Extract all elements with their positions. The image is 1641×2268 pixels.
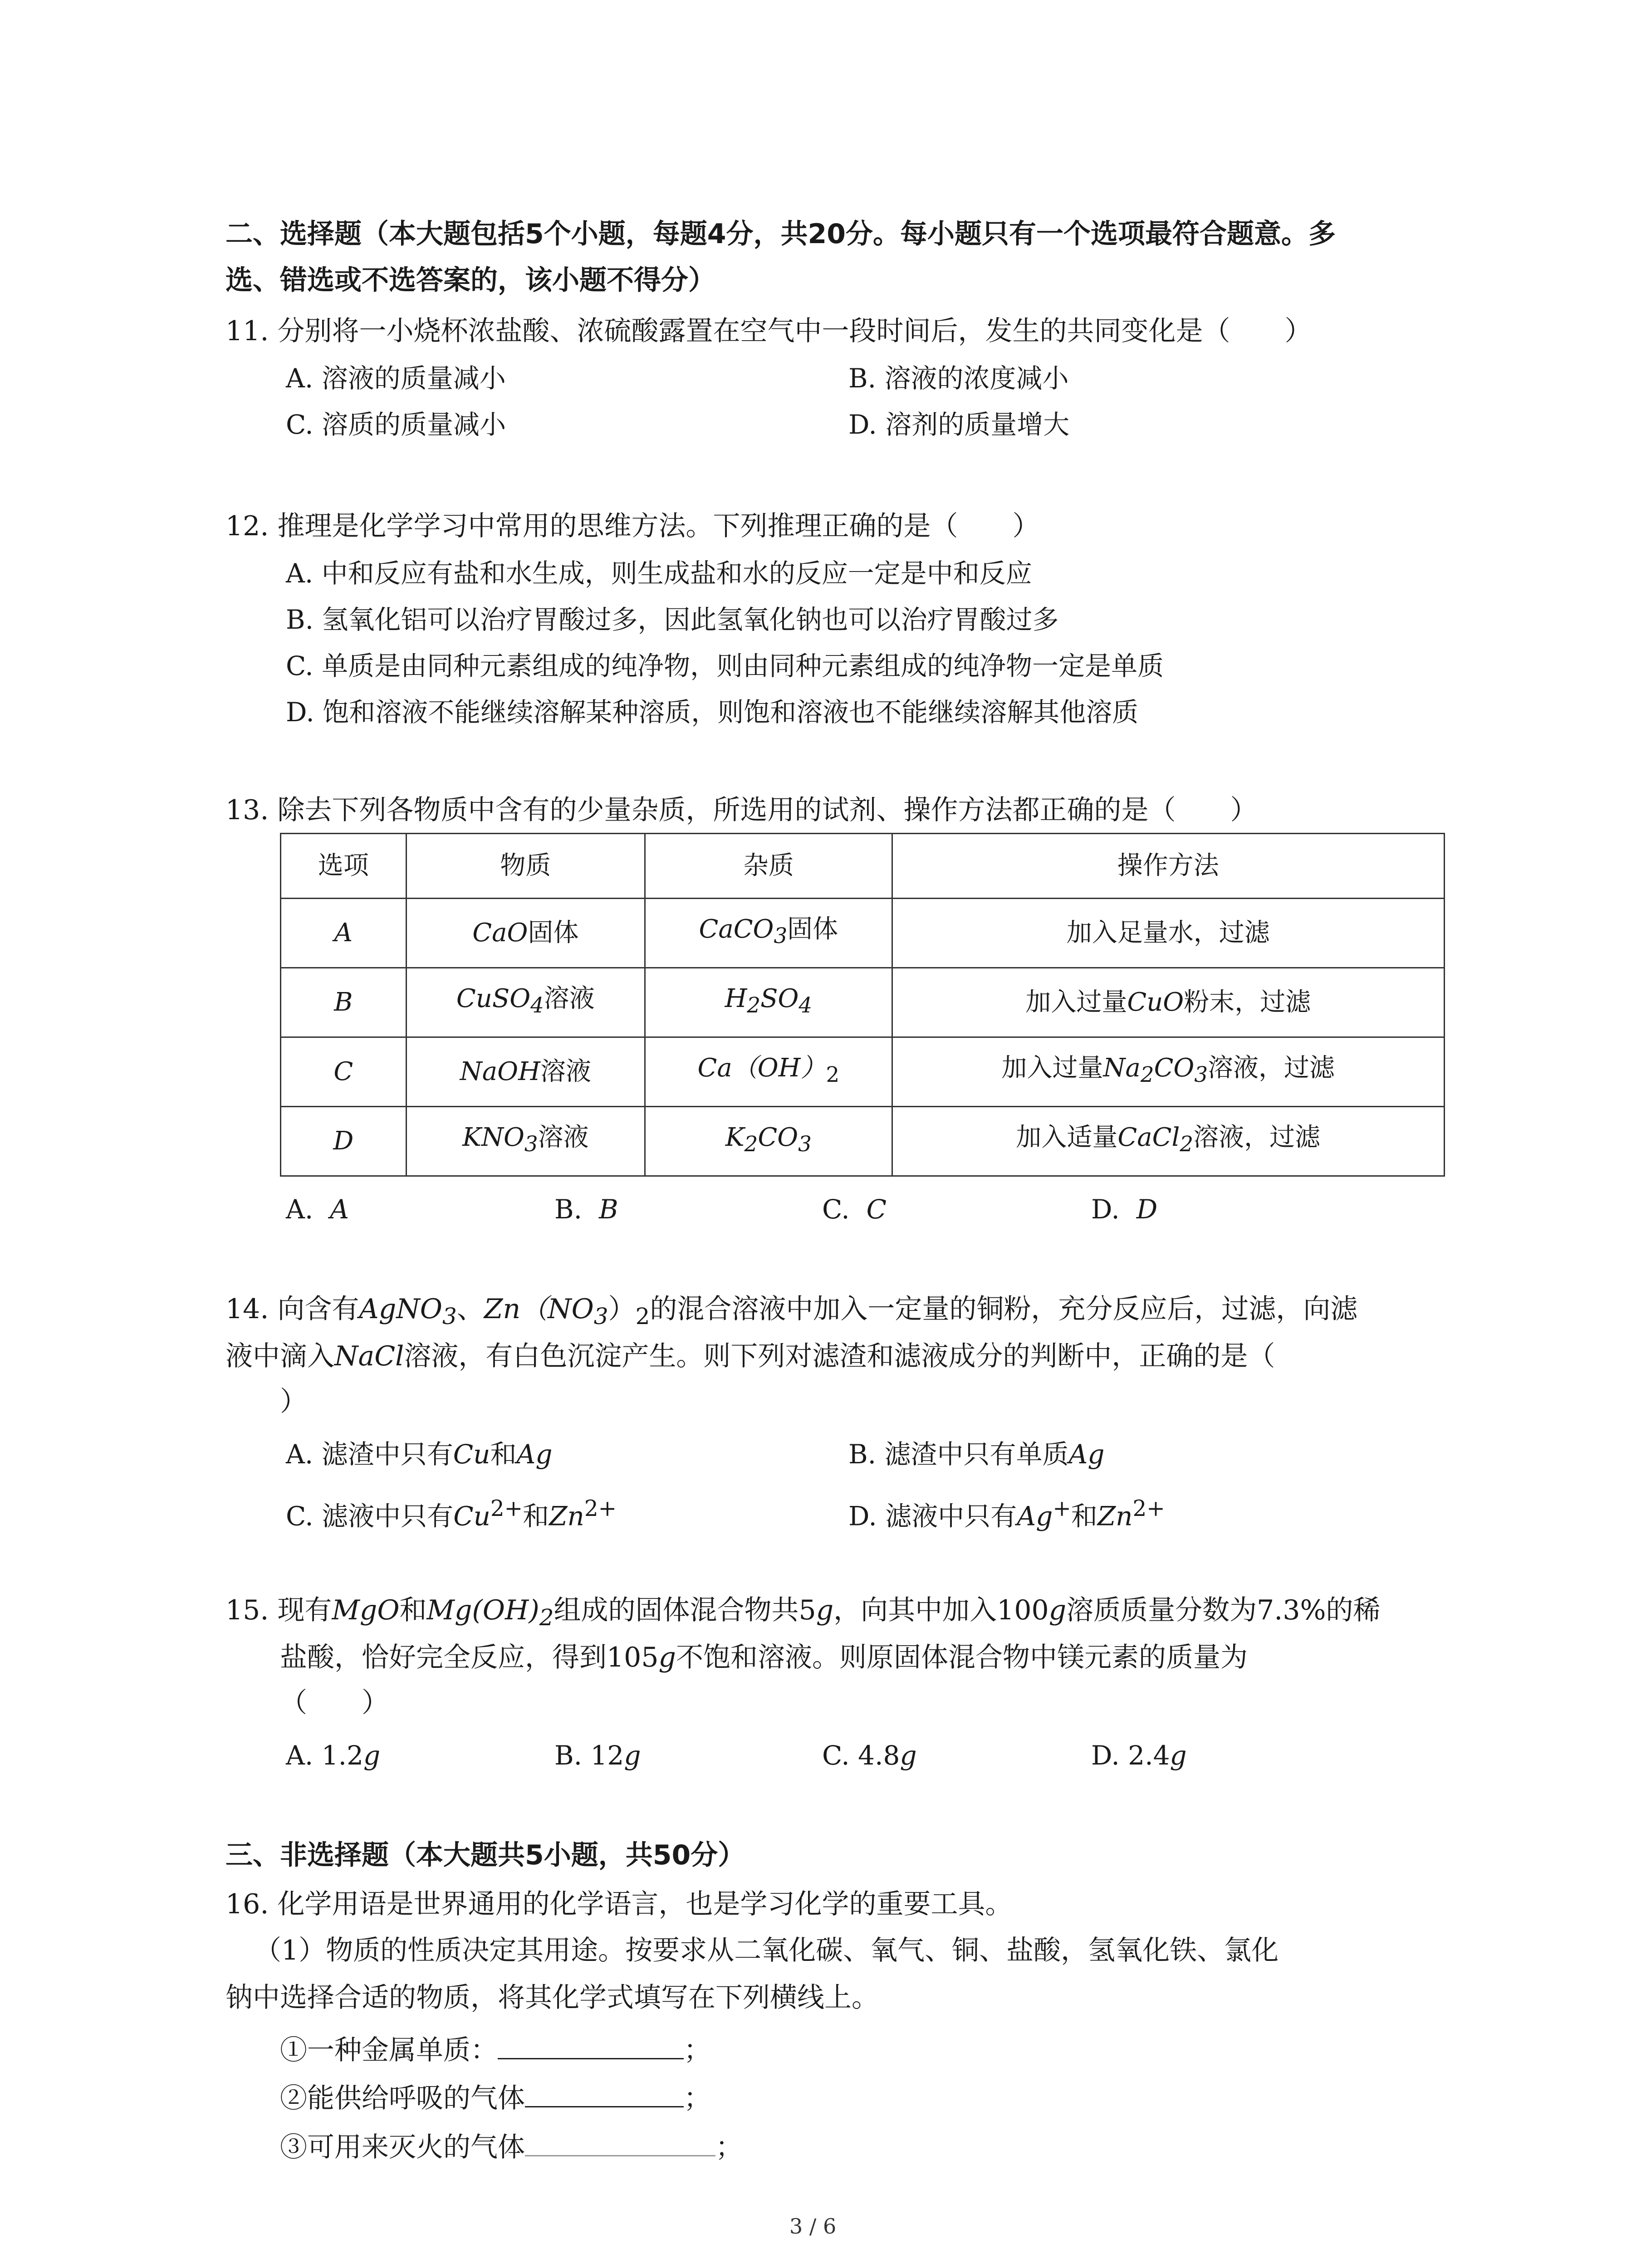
table-cell-method: 加入过量CuO粉末，过滤 xyxy=(892,968,1444,1037)
q14-option-c: C. 滤液中只有$Cu^{2+}$和$Zn^{2+}$ xyxy=(286,1496,617,1532)
table-header-cell: 操作方法 xyxy=(892,834,1444,899)
table-cell-option: D xyxy=(281,1107,407,1176)
table-cell-option: C xyxy=(281,1037,407,1107)
table-cell-option: B xyxy=(281,968,407,1037)
table-cell-option: A xyxy=(281,899,407,968)
table-cell-substance: CaO固体 xyxy=(406,899,645,968)
table-cell-method: 加入足量水，过滤 xyxy=(892,899,1444,968)
table-header-row xyxy=(281,834,1445,899)
table-cell-impurity: $H_2SO_4$ xyxy=(645,968,892,1037)
q13-option-b: B. B xyxy=(554,1194,618,1225)
table-cell-impurity: CaCO$_3$固体 xyxy=(645,899,892,968)
table-cell-substance: $KNO_3$溶液 xyxy=(406,1107,645,1176)
q15-option-c: C. 4.8g xyxy=(822,1740,917,1771)
q11-option-c: C. 溶质的质量减小 xyxy=(286,409,506,440)
q16-item1: ①一种金属单质： ； xyxy=(280,2028,711,2073)
table-cell-method: 加入过量$Na_2CO_3$溶液，过滤 xyxy=(892,1037,1444,1107)
q11-option-a: A. 溶液的质量减小 xyxy=(286,363,506,394)
q13-option-a: A. A xyxy=(286,1194,349,1225)
answer-blank[interactable] xyxy=(525,2128,715,2156)
page-number: 3 / 6 xyxy=(789,2214,837,2239)
q15-option-d: D. 2.4g xyxy=(1091,1740,1187,1771)
q13-table xyxy=(280,833,1445,1177)
table-header-cell: 杂质 xyxy=(645,834,892,899)
q16-part1-line2: 钠中选择合适的物质，将其化学式填写在下列横线上。 xyxy=(225,1982,879,2014)
answer-blank[interactable] xyxy=(525,2079,684,2107)
table-cell-substance: NaOH溶液 xyxy=(406,1037,645,1107)
q11-option-b: B. 溶液的浓度减小 xyxy=(848,363,1069,394)
table-cell-impurity: $Ca(OH)_2$ xyxy=(645,1037,892,1107)
section2-title-line1: 二、选择题（本大题包括5个小题，每题4分，共20分。每小题只有一个选项最符合题意。多 xyxy=(225,218,1336,250)
q14-line3: ） xyxy=(280,1386,307,1418)
answer-blank[interactable] xyxy=(498,2031,684,2059)
q12-option-a: A. 中和反应有盐和水生成，则生成盐和水的反应一定是中和反应 xyxy=(286,558,1032,589)
q14-line2: 液中滴入NaCl溶液，有白色沉淀产生。则下列对滤渣和滤液成分的判断中，正确的是（ xyxy=(225,1340,1275,1372)
q11-option-d: D. 溶剂的质量增大 xyxy=(848,409,1070,440)
table-row xyxy=(281,899,1445,968)
table-row xyxy=(281,1107,1445,1176)
q15-option-b: B. 12g xyxy=(554,1740,641,1771)
table-cell-substance: CuSO$_4$溶液 xyxy=(406,968,645,1037)
q15-line2: 盐酸，恰好完全反应，得到105g不饱和溶液。则原固体混合物中镁元素的质量为 xyxy=(280,1642,1248,1673)
q12-option-c: C. 单质是由同种元素组成的纯净物，则由同种元素组成的纯净物一定是单质 xyxy=(286,650,1164,681)
q15-line3: （ ） xyxy=(280,1687,389,1719)
table-header-cell: 选项 xyxy=(281,834,407,899)
table-cell-impurity: $K_2CO_3$ xyxy=(645,1107,892,1176)
table-row xyxy=(281,1037,1445,1107)
q14-option-b: B. 滤渣中只有单质Ag xyxy=(848,1439,1105,1470)
q16-stem: 16. 化学用语是世界通用的化学语言，也是学习化学的重要工具。 xyxy=(225,1888,1013,1920)
q13-option-d: D. D xyxy=(1091,1194,1158,1225)
section3-title: 三、非选择题（本大题共5小题，共50分） xyxy=(225,1839,745,1871)
q15-line1: 15. 现有MgO和$Mg(OH)_2$组成的固体混合物共5g，向其中加入100g溶质质量分数为7.3%的稀 xyxy=(225,1594,1381,1631)
q15-option-a: A. 1.2g xyxy=(286,1740,381,1771)
q13-option-c: C. C xyxy=(822,1194,887,1225)
q14-option-d: D. 滤液中只有Ag+和$Zn^{2+}$ xyxy=(848,1496,1165,1532)
q13-stem: 13. 除去下列各物质中含有的少量杂质，所选用的试剂、操作方法都正确的是（ ） xyxy=(225,794,1258,826)
table-header-cell: 物质 xyxy=(406,834,645,899)
q14-line1: 14. 向含有AgNO$_3$、$Zn(NO_3)_2$的混合溶液中加入一定量的铜粉，充分反应后，过滤，向滤 xyxy=(225,1293,1358,1330)
q11-stem: 11. 分别将一小烧杯浓盐酸、浓硫酸露置在空气中一段时间后，发生的共同变化是（ ） xyxy=(225,315,1312,347)
q12-stem: 12. 推理是化学学习中常用的思维方法。下列推理正确的是（ ） xyxy=(225,510,1040,542)
q16-part1-line1: （1）物质的性质决定其用途。按要求从二氧化碳、氧气、铜、盐酸，氢氧化铁、氯化 xyxy=(254,1935,1279,1966)
q16-item3: ③可用来灭火的气体 ； xyxy=(280,2125,743,2170)
table-cell-method: 加入适量CaCl$_2$溶液，过滤 xyxy=(892,1107,1444,1176)
q14-option-a: A. 滤渣中只有Cu和Ag xyxy=(286,1439,553,1470)
q16-item2: ②能供给呼吸的气体 ； xyxy=(280,2076,711,2121)
table-row xyxy=(281,968,1445,1037)
q12-option-b: B. 氢氧化铝可以治疗胃酸过多，因此氢氧化钠也可以治疗胃酸过多 xyxy=(286,604,1059,635)
q12-option-d: D. 饱和溶液不能继续溶解某种溶质，则饱和溶液也不能继续溶解其他溶质 xyxy=(286,697,1139,728)
section2-title-line2: 选、错选或不选答案的，该小题不得分） xyxy=(225,264,715,296)
